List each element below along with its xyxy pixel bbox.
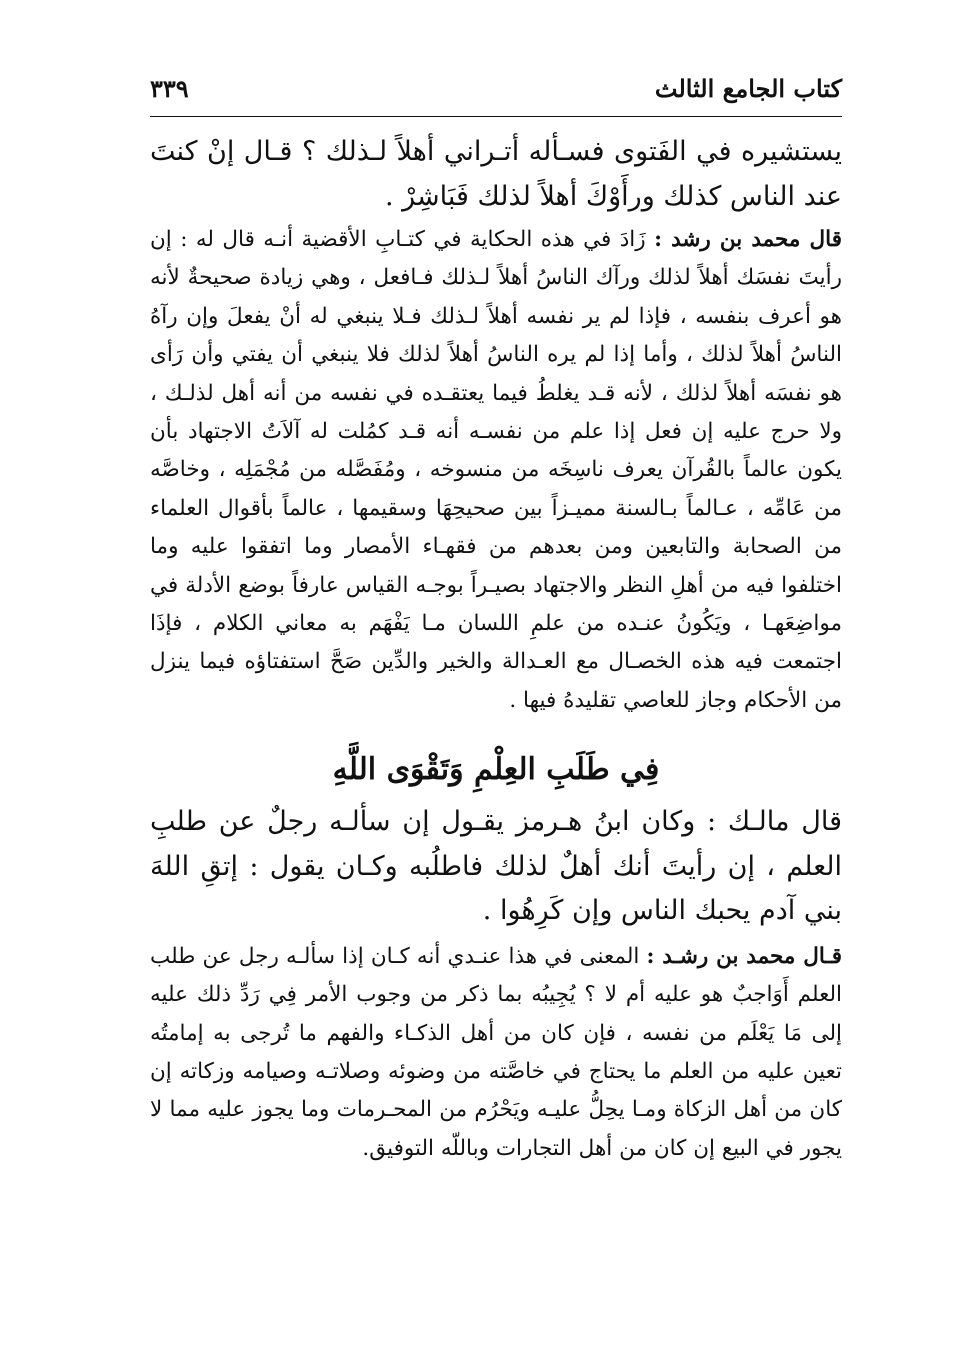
- ibn-rushd-commentary-2: [150, 938, 842, 1168]
- page-header: [150, 68, 842, 117]
- page-body: [150, 130, 842, 1168]
- page-number: ٣٣٩: [150, 74, 189, 103]
- ibn-rushd-commentary-1: [150, 221, 842, 720]
- ibn-rushd-commentary-1-lead: قال محمد بن رشد :: [654, 227, 842, 252]
- ibn-rushd-commentary-2-text: المعنى في هذا عنـدي أنه كـان إذا سألـه رجل عن طلب العلم أَوَاجبٌ هو عليه أم لا ؟ يُجِيبُه بما ذكر من وجوب الأمر فِي رَدِّ ذلك عليه إلى مَا يَعْلَم من نفسه ، فإن كان من أهل الذكـاء والفهم ما تُرجى به إمامتُه تعين عليه من العلم ما يحتاج في خاصَّته من وضوئه وصلاتـه وصيامه وزكاته إن كان من أهل الزكاة ومـا يحِلُّ عليـه ويَحْرُم من المحـرمات وما يجوز عليه مما لا يجور في البيع إن كان من أهل التجارات وباللّه التوفيق.: [150, 943, 842, 1161]
- section-heading: فِي طَلَبِ العِلْمِ وَتَقْوَى اللَّهِ: [332, 752, 660, 788]
- intro-paragraph: يستشيره في الفَتوى فسـأله أتـراني أهلاً لـذلك ؟ قـال إنْ كنتَ عند الناس كذلك ورأَوْكَ أهلاً لذلك فَبَاشِرْ .: [150, 136, 842, 212]
- ibn-rushd-commentary-1-text: زَادَ في هذه الحكاية في كتـابِ الأقضية أنـه قال له : إن رأيتَ نفسَك أهلاً لذلك ورآك الناسُ أهلاً لـذلك فـافعل ، وهي زيادة صحيحةٌ لأنه هو أعرف بنفسه ، فإذا لم ير نفسه أهلاً لـذلك فـلا ينبغي له أنْ يفعلَ وإن رآهُ الناسُ أهلاً لذلك ، وأما إذا لم يره الناسُ أهلاً لذلك فلا ينبغي أن يفتي وأن رَأى هو نفسَه أهلاً لذلك ، لأنه قـد يغلطُ فيما يعتقـده في نفسه من أنه أهل لذلـك ، ولا حرج عليه إن فعل إذا علم من نفسـه أنه قـد كمُلت له آلاَتُ الاجتهاد بأن يكون عالماً بالقُرآن يعرف ناسِخَه من منسوخه ، ومُفَصَّله من مُجْمَلِه ، وخاصَّه من عَامِّه ، عـالماً بـالسنة مميـزاً بين صحيحِهَا وسقيمها ، عالماً بأقوال العلماء من الصحابة والتابعين ومن بعدهم من فقهـاء الأمصار وما اتفقوا عليه وما اختلفوا فيه من أهلِ النظر والاجتهاد بصيـراً بوجـه القياس عارفاً بوضع الأدلة في مواضِعَهـا ، ويَكُونُ عنـده من علمِ اللسان مـا يَفْهَم به معاني الكلام ، فإذَا اجتمعت فيه هذه الخصـال مع العـدالة والخير والدِّين صَحَّ استفتاؤه فيما ينزل من الأحكام وجاز للعاصي تقليدهُ فيها .: [150, 227, 842, 713]
- running-title: كتاب الجامع الثالث: [654, 74, 842, 103]
- malik-paragraph: قال مالـك : وكان ابنُ هـرمز يقـول إن سألـه رجلٌ عن طلبِ العلم ، إن رأيتَ أنك أهلٌ لذلك فاطلُبه وكـان يقول : إتقِ اللهَ بني آدم يحبك الناس وإن كَرِهُوا .: [150, 806, 842, 927]
- ibn-rushd-commentary-2-lead: قـال محمد بن رشـد :: [646, 943, 842, 969]
